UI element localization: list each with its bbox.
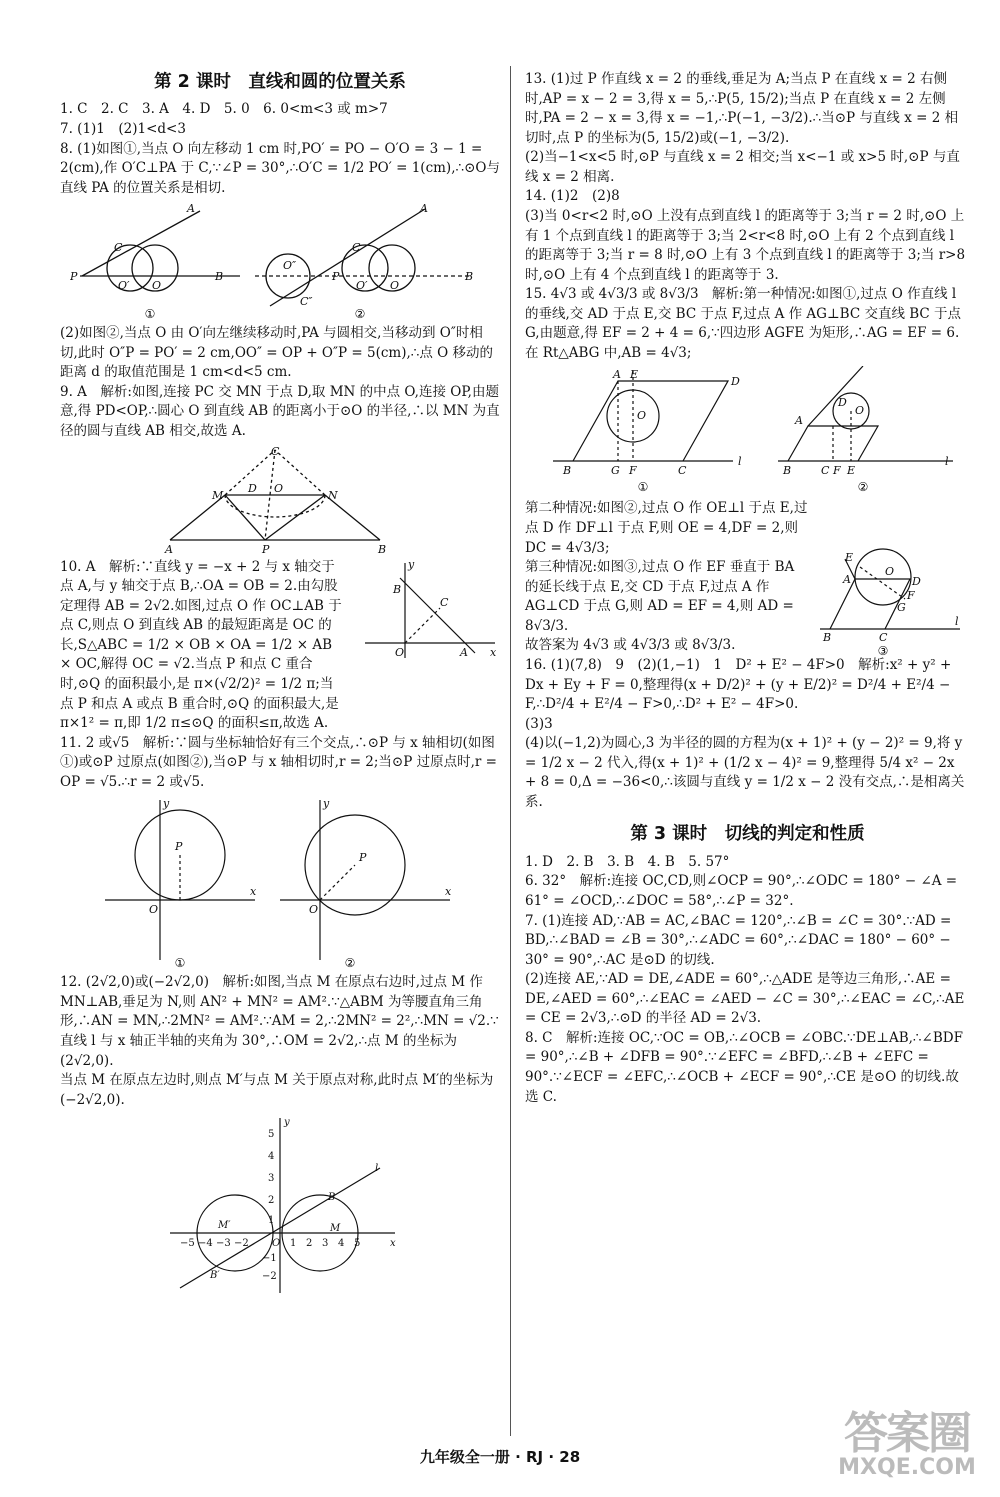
answer-s3-7: 7. (1)连接 AD,∵AB = AC,∠BAC = 120°,∴∠B = ∠C = 30°.∵AD = BD,∴∠BAD = ∠B = 30°,∴∠ADC = 60°,∴∠DAC = 180° − 60° − 30° = 90°,∴AC 是⊙D 的切线. — [525, 912, 952, 968]
svg-text:B: B — [393, 582, 402, 596]
svg-text:P: P — [70, 270, 78, 284]
answer-14: 14. (1)2 (2)8 — [525, 188, 620, 205]
svg-text:C: C — [677, 464, 686, 478]
svg-text:E: E — [845, 551, 854, 565]
svg-text:O: O — [395, 645, 405, 659]
svg-text:O: O — [636, 409, 646, 423]
svg-text:A: A — [420, 202, 428, 216]
answer-s3-8: 8. C 解析:连接 OC,∵OC = OB,∴∠OCB = ∠OBC.∵DE⊥AB,∴∠BDF = 90°,∴∠B + ∠DFB = 90°.∵∠EFC = ∠BFD,∴∠B + ∠EFC = 90°.∵∠ECF = ∠EFC,∴∠OCB + ∠ECF = 90°,∴CE 是⊙O 的切线.故选 C. — [525, 1029, 963, 1105]
svg-text:G: G — [897, 601, 906, 615]
svg-text:B: B — [562, 464, 571, 478]
svg-text:O: O — [885, 565, 895, 579]
answer-15-case3: 第三种情况:如图③,过点 O 作 EF 垂直于 BA 的延长线于点 E,交 CD 于点 F,过点 A 作 AG⊥CD 于点 G,则 AD = EF = 4,则 AD = 8√3/3. — [525, 559, 795, 634]
svg-text:B: B — [215, 270, 224, 284]
svg-text:l: l — [375, 1163, 379, 1175]
svg-text:C: C — [114, 241, 123, 255]
svg-text:B′: B′ — [210, 1270, 220, 1282]
svg-text:M: M — [330, 1223, 341, 1235]
watermark-line2: MXQE.COM — [838, 1455, 976, 1480]
answer-9: 9. A 解析:如图,连接 PC 交 MN 于点 D,取 MN 的中点 O,连接 OP,由题意,得 PD<OP,∴圆心 O 到直线 AB 的距离小于⊙O 的半径,∴以 MN 为直径的圆与直线 AB 相交,故选 A. — [60, 383, 500, 439]
svg-text:F: F — [907, 589, 915, 603]
answer-16-part4: (4)以(−1,2)为圆心,3 为半径的圆的方程为(x + 1)² + (y − 2)² = 9,将 y = 1/2 x − 2 代入,得(x + 1)² + (1/2 x − 4)² = 9,整理得 5/4 x² − 2x + 8 = 0,Δ = −36<0,∴该圆与直线 y = 1/2 x − 2 没有交点,∴是相离关系. — [525, 735, 965, 810]
svg-text:A: A — [612, 368, 621, 382]
answer-13: 13. (1)过 P 作直线 x = 2 的垂线,垂足为 A;当点 P 在直线 x = 2 右侧时,AP = x − 2 = 3,得 x = 5,∴P(5, 15/2);当点 P 在直线 x = 2 左侧时,PA = 2 − x = 3,得 x = −1,∴P(−1, −3/2).∴当⊙P 与直线 x = 2 相切时,点 P 的坐标为(5, 15/2)或(−1, −3/2). — [525, 71, 959, 146]
svg-text:F: F — [628, 464, 637, 478]
svg-text:C: C — [271, 444, 280, 458]
svg-text:A: A — [843, 573, 851, 587]
svg-text:D: D — [248, 481, 257, 495]
svg-text:D: D — [912, 575, 921, 589]
svg-text:4: 4 — [268, 1151, 275, 1163]
svg-text:D: D — [837, 396, 847, 410]
svg-text:C: C — [879, 631, 888, 645]
watermark-line1: 答案圈 — [844, 1408, 970, 1459]
section-title-3: 第 3 课时 切线的判定和性质 — [630, 824, 865, 845]
svg-text:−1: −1 — [262, 1253, 277, 1265]
figure-q15-c — [815, 539, 965, 659]
answer-15: 15. 4√3 或 4√3/3 或 8√3/3 解析:第一种情况:如图①,过点 O 作直线 l 的垂线,交 AD 于点 E,交 BC 于点 F,过点 A 作 AG⊥BC 交直线 BC 于点 G,由题意,得 EF = 2 + 4 = 6,∵四边形 AGFE 为矩形,∴AG = EF = 6.在 Rt△ABG 中,AB = 4√3; — [525, 286, 962, 361]
svg-text:O: O — [149, 903, 159, 917]
svg-text:x: x — [445, 885, 452, 899]
svg-text:A: A — [460, 645, 468, 659]
svg-text:B: B — [328, 1192, 336, 1204]
figure-q10 — [360, 558, 500, 668]
svg-text:O″: O″ — [283, 259, 297, 273]
right-column — [525, 70, 970, 1107]
svg-text:x: x — [250, 885, 257, 899]
fig-label-q15-2: ② — [857, 480, 868, 495]
figure-q12 — [150, 1113, 410, 1298]
fig-label-q15-1: ① — [637, 480, 648, 495]
svg-text:O: O — [854, 404, 864, 418]
svg-text:G: G — [610, 464, 620, 478]
answer-s3-7-part2: (2)连接 AE,∵AD = DE,∠ADE = 60°,∴△ADE 是等边三角形,∴AE = DE,∠AED = 60°,∴∠EAC = ∠AED − ∠C = 30°,∴∠EAC = ∠C,∴AE = CE = 2√3,∴⊙D 的半径 AD = 2√3. — [525, 971, 965, 1027]
svg-text:−2: −2 — [234, 1238, 249, 1250]
svg-text:B: B — [465, 270, 474, 284]
svg-text:P: P — [175, 840, 183, 854]
svg-text:M′: M′ — [218, 1220, 231, 1232]
svg-text:O: O — [272, 1238, 281, 1250]
answer-s3-1-5: 1. D 2. B 3. B 4. B 5. 57° — [525, 853, 730, 870]
svg-text:−4: −4 — [198, 1238, 213, 1250]
figure-q11 — [95, 795, 465, 970]
svg-text:x: x — [390, 1238, 396, 1250]
svg-text:3: 3 — [322, 1238, 329, 1250]
svg-text:1: 1 — [268, 1215, 275, 1227]
answer-10: 10. A 解析:∵直线 y = −x + 2 与 x 轴交于点 A,与 y 轴交于点 B,∴OA = OB = 2.由勾股定理得 AB = 2√2.如图,过点 O 作 OC⊥AB 于点 C,则点 O 到直线 AB 的最短距离是 OC 的长,S△ABC = 1/2 × OB × OA = 1/2 × AB × OC,解得 OC = √2.当点 P 和点 C 重合时,⊙Q 的面积最小,是 π×(√2/2)² = 1/2 π;当点 P 和点 A 或点 B 重合时,⊙Q 的面积最大,是 π×1² = π,即 1/2 π≤⊙Q 的面积≤π,故选 A. — [60, 558, 342, 732]
svg-text:A: A — [794, 414, 803, 428]
fig-label-q11-1: ① — [174, 956, 186, 971]
svg-text:C: C — [820, 464, 829, 478]
answer-16: 16. (1)(7,8) 9 (2)(1,−1) 1 D² + E² − 4F>0 解析:x² + y² + Dx + Ey + F = 0,整理得(x + D/2)² + (y + E/2)² = D²/4 + E²/4 − F,∴D²/4 + E²/4 − F>0,∴D² + E² − 4F>0. — [525, 656, 952, 713]
svg-text:l: l — [955, 615, 959, 629]
svg-text:l: l — [944, 455, 949, 469]
svg-text:3: 3 — [268, 1173, 275, 1185]
svg-text:O: O — [274, 481, 284, 495]
svg-text:y: y — [408, 557, 415, 571]
svg-text:O′: O′ — [118, 279, 130, 293]
answer-11: 11. 2 或√5 解析:∵圆与坐标轴恰好有三个交点,∴⊙P 与 x 轴相切(如图①)或⊙P 过原点(如图②),当⊙P 与 x 轴相切时,r = 2;当⊙P 过原点时,r = OP = √5.∴r = 2 或√5. — [60, 734, 497, 790]
svg-text:O: O — [390, 279, 400, 293]
figure-q15-a — [533, 366, 963, 496]
svg-text:B: B — [823, 631, 832, 645]
left-column — [60, 70, 500, 1301]
answer-15-final: 故答案为 4√3 或 4√3/3 或 8√3/3. — [525, 637, 736, 654]
fig-label-1: ① — [144, 307, 156, 322]
svg-text:P: P — [359, 851, 367, 865]
answer-8-part2: (2)如图②,当点 O 由 O′向左继续移动时,PA 与圆相交,当移动到 O″时相切,此时 O″P = PO′ = 2 cm,OO″ = OP + O″P = 5(cm),∴点 O 移动的距离 d 的取值范围是 1 cm<d<5 cm. — [60, 325, 494, 381]
svg-text:5: 5 — [268, 1129, 275, 1141]
svg-text:O′: O′ — [356, 279, 368, 293]
svg-text:A: A — [165, 542, 173, 555]
svg-text:−3: −3 — [216, 1238, 231, 1250]
svg-text:C″: C″ — [300, 295, 313, 309]
svg-text:2: 2 — [268, 1195, 275, 1207]
page-footer: 九年级全一册 · RJ · 28 — [419, 1448, 581, 1466]
svg-text:5: 5 — [354, 1238, 361, 1250]
svg-text:E: E — [846, 464, 855, 478]
svg-text:−2: −2 — [262, 1271, 277, 1283]
answer-s3-6: 6. 32° 解析:连接 OC,CD,则∠OCP = 90°,∴∠ODC = 180° − ∠A = 61° = ∠OCD,∴∠DOC = 58°,∴∠P = 32°. — [525, 873, 958, 909]
svg-text:l: l — [737, 455, 742, 469]
answer-8-part1: 8. (1)如图①,当点 O 向左移动 1 cm 时,PO′ = PO − O′O = 3 − 1 = 2(cm),作 O′C⊥PA 于 C,∵∠P = 30°,∴O′C = 1/2 PO′ = 1(cm),∴⊙O与直线 PA 的位置关系是相切. — [60, 140, 500, 196]
answer-12: 12. (2√2,0)或(−2√2,0) 解析:如图,当点 M 在原点右边时,过点 M 作 MN⊥AB,垂足为 N,则 AN² + MN² = AM².∵△ABM 为等腰直角三角形,∴AN = MN,∴2MN² = AM².∵AM = 2,∴2MN² = 2²,∴MN = √2.∵直线 l 与 x 轴正半轴的夹角为 30°,∴OM = 2√2,∴点 M 的坐标为(2√2,0). — [60, 974, 499, 1069]
answer-16-part3: (3)3 — [525, 715, 553, 732]
fig-label-q15-3: ③ — [877, 644, 889, 659]
fig-label-2: ② — [354, 307, 366, 322]
svg-text:C: C — [440, 595, 449, 609]
svg-text:4: 4 — [338, 1238, 345, 1250]
figure-q9 — [150, 445, 410, 555]
svg-text:E: E — [629, 368, 638, 382]
svg-text:B: B — [782, 464, 791, 478]
svg-text:D: D — [730, 375, 740, 389]
figure-q8 — [70, 201, 490, 321]
section-title-2: 第 2 课时 直线和圆的位置关系 — [154, 72, 406, 92]
column-divider — [510, 66, 511, 1436]
svg-text:P: P — [262, 542, 270, 555]
answer-15-case2: 第二种情况:如图②,过点 O 作 OE⊥l 于点 E,过点 D 作 DF⊥l 于点 F,则 OE = 4,DF = 2,则 DC = 4√3/3; — [525, 500, 808, 556]
svg-text:1: 1 — [290, 1238, 297, 1250]
svg-text:2: 2 — [306, 1238, 313, 1250]
svg-text:F: F — [832, 464, 841, 478]
svg-text:M: M — [212, 488, 224, 502]
svg-text:B: B — [378, 542, 387, 555]
svg-text:O: O — [309, 903, 319, 917]
svg-text:x: x — [490, 645, 497, 659]
svg-text:C: C — [352, 241, 361, 255]
svg-text:P: P — [332, 270, 340, 284]
answer-13-part2: (2)当−1<x<5 时,⊙P 与直线 x = 2 相交;当 x<−1 或 x>5 时,⊙P 与直线 x = 2 相离. — [525, 149, 960, 185]
svg-text:N: N — [328, 488, 338, 502]
fig-label-q11-2: ② — [344, 956, 356, 971]
svg-text:y: y — [163, 797, 170, 811]
answer-1-6: 1. C 2. C 3. A 4. D 5. 0 6. 0<m<3 或 m>7 — [60, 101, 388, 118]
answer-12-part2: 当点 M 在原点左边时,则点 M′与点 M 关于原点对称,此时点 M′的坐标为(−2√2,0). — [60, 1072, 494, 1108]
watermark-logo — [832, 1408, 982, 1480]
svg-text:y: y — [284, 1117, 290, 1129]
answer-7: 7. (1)1 (2)1<d<3 — [60, 120, 186, 137]
svg-text:y: y — [323, 797, 330, 811]
svg-text:A: A — [187, 202, 195, 216]
svg-text:O: O — [152, 279, 162, 293]
svg-text:−5: −5 — [180, 1238, 195, 1250]
answer-14-part3: (3)当 0<r<2 时,⊙O 上没有点到直线 l 的距离等于 3;当 r = 2 时,⊙O 上有 1 个点到直线 l 的距离等于 3;当 2<r<8 时,⊙O 上有 2 个点到直线 l 的距离等于 3;当 r = 8 时,⊙O 上有 3 个点到直线 l 的距离等于 3;当 r>8 时,⊙O 上有 4 个点到直线 l 的距离等于 3. — [525, 207, 966, 283]
